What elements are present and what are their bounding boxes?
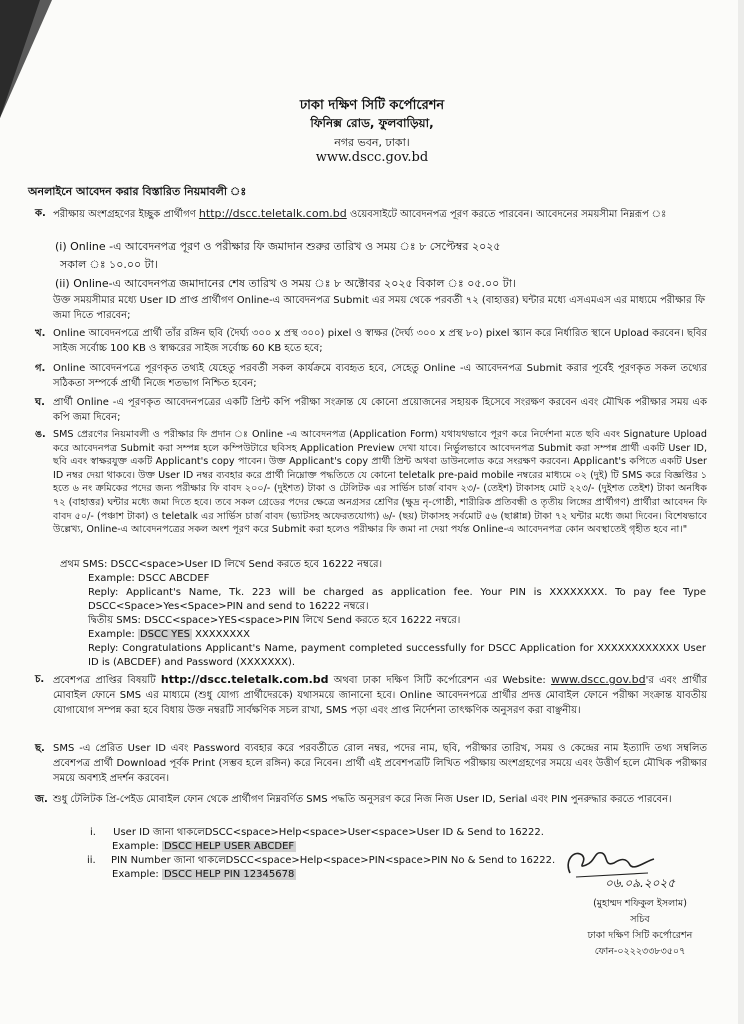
signature-date: ০৬.০৯.২০২৫ [604, 876, 676, 890]
item-gh-text: প্রার্থী Online -এ পূরণকৃত আবেদনপত্রের একটি প্রিন্ট কপি পরীক্ষা সংক্রান্ত যে কোনো প্রয়োজনের সহায়ক হিসেবে সংরক্ষণ করবেন এবং মৌখিক পরীক্ষার সময় এক কপি জমা দিবেন; [53, 397, 707, 423]
item-k-text-pre: পরীক্ষায় অংশগ্রহণের ইচ্ছুক প্রার্থীগণ [53, 209, 196, 220]
org-name: ঢাকা দক্ষিণ সিটি কর্পোরেশন [299, 98, 445, 113]
sms-reply-2: Reply: Congratulations Applicant's Name, payment completed successfully for DSCC Application for XXXXXXXXXXXX User ID is (ABCDEF) and Password (XXXXXXX). [88, 643, 706, 668]
item-k-sub-1b: সকাল ঃ ১০.০০ টা। [60, 258, 158, 271]
sms-second: দ্বিতীয় SMS: DSCC<space>YES<space>PIN লিখে Send করতে হবে 16222 নম্বরে। [88, 615, 461, 626]
sms-example-1: Example: DSCC ABCDEF [88, 573, 210, 584]
item-k-text-post: ওয়েবসাইটে আবেদনপত্র পূরণ করতে পারবেন। আবেদনের সময়সীমা নিম্নরূপ ঃ [349, 209, 667, 220]
recover-i-example [112, 840, 296, 854]
recover-i-marker: i. [90, 827, 96, 838]
item-c-text-mid: অথবা ঢাকা দক্ষিণ সিটি কর্পোরেশন এর Website: [333, 675, 546, 686]
recover-ii-example [112, 868, 296, 882]
item-gh [35, 395, 707, 425]
dscc-website-link[interactable]: www.dscc.gov.bd [550, 673, 646, 686]
org-website: www.dscc.gov.bd [315, 150, 429, 165]
item-marker: জ. [35, 794, 48, 805]
example-highlight: DSCC HELP USER ABCDEF [163, 841, 295, 852]
item-j [35, 792, 707, 807]
sms-reply-1: Reply: Applicant's Name, Tk. 223 will be charged as application fee. Your PIN is XXXXXXXX. To pay fee Type DSCC<Space>Yes<Space>PIN and send to 16222 নম্বরে। [88, 587, 706, 612]
item-g [35, 361, 707, 391]
recover-ii-marker: ii. [87, 855, 96, 866]
item-k [35, 206, 707, 222]
recover-i-text: User ID জানা থাকলেDSCC<space>Help<space>User<space>User ID & Send to 16222. [113, 827, 544, 838]
item-marker: ক. [35, 208, 46, 219]
item-kh-text: Online আবেদনপত্রে প্রার্থী তাঁর রঙ্গিন ছবি (দৈর্ঘ্য ৩০০ x প্রস্থ ৩০০) pixel ও স্বাক্ষর (দৈর্ঘ্য ৩০০ x প্রস্থ ৮০) pixel স্ক্যান করে নির্ধারিত স্থানে Upload করবেন। ছবির সাইজ সর্বোচ্চ 100 KB ও স্বাক্ষরের সাইজ সর্বোচ্চ 60 KB হতে হবে; [53, 328, 707, 354]
example-label: Example: [112, 869, 159, 880]
item-k-sub-2: (ii) Online-এ আবেদনপত্র জমাদানের শেষ তারিখ ও সময় ঃ ৮ অক্টোবর ২০২৫ বিকাল ঃ ০৫.০০ টা। [55, 277, 516, 290]
signatory-designation: সচিব [630, 914, 650, 925]
section-title: অনলাইনে আবেদন করার বিস্তারিত নিয়মাবলী ঃ [28, 185, 247, 198]
example-label: Example: [88, 629, 135, 640]
item-u-text: SMS প্রেরণের নিয়মাবলী ও পরীক্ষার ফি প্রদান ঃ Online -এ আবেদনপত্র (Application Form) যথাযথভাবে পূরণ করে নির্দেশনা মতে ছবি এবং Signature Upload করে আবেদনপত্র Submit করা সম্পন্ন হলে কম্পিউটারে ছবিসহ Application Preview দেখা যাবে। নির্ভুলভাবে আবেদনপত্র Submit করা সম্পন্ন প্রার্থী একটি User ID, ছবি এবং স্বাক্ষরযুক্ত একটি Applicant's copy পাবেন। উক্ত Applicant's copy প্রার্থী প্রিন্ট অথবা ডাউনলোড করে সংরক্ষণ করবেন। Applicant's কপিতে একটি User ID নম্বর দেয়া থাকবে। উক্ত User ID নম্বর ব্যবহার করে প্রার্থী নিম্নোক্ত পদ্ধতিতে যে কোনো teletalk pre-paid mobile নম্বরের মাধ্যমে ০২ (দুই) টি SMS করে বিজ্ঞপ্তির ১ হতে ৬ নং ক্রমিকের পদের জন্য পরীক্ষার ফি বাবদ ২০০/- (দুইশত) টাকা ও টেলিটক এর সার্ভিস চার্জ বাবদ ২৩/- (তেইশ) টাকাসহ মোট ২২৩/- (দুইশত তেইশ) টাকা অনধিক ৭২ (বাহাত্তর) ঘন্টার মধ্যে জমা দিতে হবে। তবে সকল গ্রেডের পদের ক্ষেত্রে অনগ্রসর শ্রেণির (ক্ষুদ্র নৃ-গোষ্ঠী, শারীরিক প্রতিবন্ধী ও তৃতীয় লিঙ্গের প্রার্থীগণ) প্রার্থীরা আবেদন ফি বাবদ ৫০/- (পঞ্চাশ টাকা) ও teletalk এর সার্ভিস চার্জ বাবদ (ভ্যাটসহ অফেরতযোগ্য) ৬/- (ছয়) টাকাসহ সর্বমোট ৫৬ (ছাপ্পান্ন) টাকা ৭২ ঘন্টার মধ্যে জমা দিবেন। বিশেষভাবে উল্লেখ্য, Online-এ আবেদনপত্রের সকল অংশ পূরণ করে Submit করা হলেও পরীক্ষার ফি জমা না দেয়া পর্যন্ত Online-এ আবেদনপত্র কোন অবস্থাতেই গৃহীত হবে না।" [53, 429, 707, 536]
sms-first: প্রথম SMS: DSCC<space>User ID লিখে Send করতে হবে 16222 নম্বরে। [60, 559, 383, 570]
item-marker: গ. [35, 363, 46, 374]
item-kh [35, 326, 707, 356]
item-c-text-pre: প্রবেশপত্র প্রাপ্তির বিষয়টি [53, 675, 156, 686]
signatory-name: (মুহাম্মদ শফিকুল ইসলাম) [593, 898, 687, 909]
item-ch [35, 741, 707, 786]
item-marker: ছ. [35, 743, 45, 754]
item-marker: চ. [35, 674, 45, 685]
item-marker: খ. [35, 328, 46, 339]
org-address-2: নগর ভবন, ঢাকা। [334, 136, 410, 149]
recover-i [90, 826, 544, 840]
example-pin: XXXXXXXX [195, 629, 250, 640]
org-address-1: ফিনিক্স রোড, ফুলবাড়িয়া, [310, 116, 434, 130]
recover-ii [87, 854, 555, 868]
item-k-sub-1: (i) Online -এ আবেদনপত্র পূরণ ও পরীক্ষার ফি জমাদান শুরুর তারিখ ও সময় ঃ ৮ সেপ্টেম্বর ২০২৫ [55, 240, 501, 253]
teletalk-link[interactable]: http://dscc.teletalk.com.bd [198, 207, 347, 220]
item-marker: ঘ. [35, 397, 45, 408]
signatory-org: ঢাকা দক্ষিণ সিটি কর্পোরেশন [587, 930, 693, 941]
item-g-text: Online আবেদনপত্রে পূরণকৃত তথ্যই যেহেতু পরবর্তী সকল কার্যক্রমে ব্যবহৃত হবে, সেহেতু Online -এ আবেদনপত্র Submit করার পূর্বেই পূরণকৃত সকল তথ্যের সঠিকতা সম্পর্কে প্রার্থী নিজে শতভাগ নিশ্চিত হবেন; [53, 363, 707, 389]
item-k-note: উক্ত সময়সীমার মধ্যে User ID প্রাপ্ত প্রার্থীগণ Online-এ আবেদনপত্র Submit এর সময় থেকে পরবর্তী ৭২ (বাহাত্তর) ঘন্টার মধ্যে এসএমএস এর মাধ্যমে পরীক্ষার ফি জমা দিতে পারবেন; [53, 295, 705, 321]
item-c-text-post: 'র এবং প্রার্থীর মোবাইল ফোনে SMS এর মাধ্যমে (শুধু যোগ্য প্রার্থীদেরকে) যথাসময়ে জানানো হবে। Online আবেদনপত্রে প্রার্থীর প্রদত্ত মোবাইল ফোনে পরীক্ষা সংক্রান্ত যাবতীয় যোগাযোগ সম্পন্ন করা হবে বিধায় উক্ত নম্বরটি সার্বক্ষণিক সচল রাখা, SMS পড়া এবং প্রাপ্ত নির্দেশনা তাৎক্ষণিক অনুসরণ করা বাঞ্ছনীয়। [53, 675, 707, 716]
example-label: Example: [112, 841, 159, 852]
item-u [35, 428, 707, 537]
item-j-text: শুধু টেলিটক প্রি-পেইড মোবাইল ফোন থেকে প্রার্থীগণ নিম্নবর্ণিত SMS পদ্ধতি অনুসরণ করে নিজ নিজ User ID, Serial এবং PIN পুনরুদ্ধার করতে পারবেন। [53, 794, 672, 805]
example-highlight: DSCC YES [139, 629, 190, 640]
sms-example-2 [88, 628, 250, 642]
recover-ii-text: PIN Number জানা থাকলেDSCC<space>Help<space>PIN<space>PIN No & Send to 16222. [110, 855, 556, 866]
item-ch-text: SMS -এ প্রেরিত User ID এবং Password ব্যবহার করে পরবর্তীতে রোল নম্বর, পদের নাম, ছবি, পরীক্ষার তারিখ, সময় ও কেন্দ্রের নাম ইত্যাদি তথ্য সম্বলিত প্রবেশপত্র প্রার্থী Download পূর্বক Print (সম্ভব হলে রঙ্গিন) করে নিবেন। প্রার্থী এই প্রবেশপত্রটি লিখিত পরীক্ষায় অংশগ্রহণের সময়ে এবং উত্তীর্ণ হলে মৌখিক পরীক্ষার সময়ে অবশ্যই প্রদর্শন করবেন। [53, 743, 707, 784]
signatory-phone: ফোন-০২২২৩৩৮৩৫০৭ [594, 946, 686, 957]
example-highlight: DSCC HELP PIN 12345678 [163, 869, 295, 880]
teletalk-link-2[interactable]: http://dscc.teletalk.com.bd [160, 673, 329, 686]
item-marker: ঙ. [35, 429, 46, 440]
item-c [35, 672, 707, 718]
